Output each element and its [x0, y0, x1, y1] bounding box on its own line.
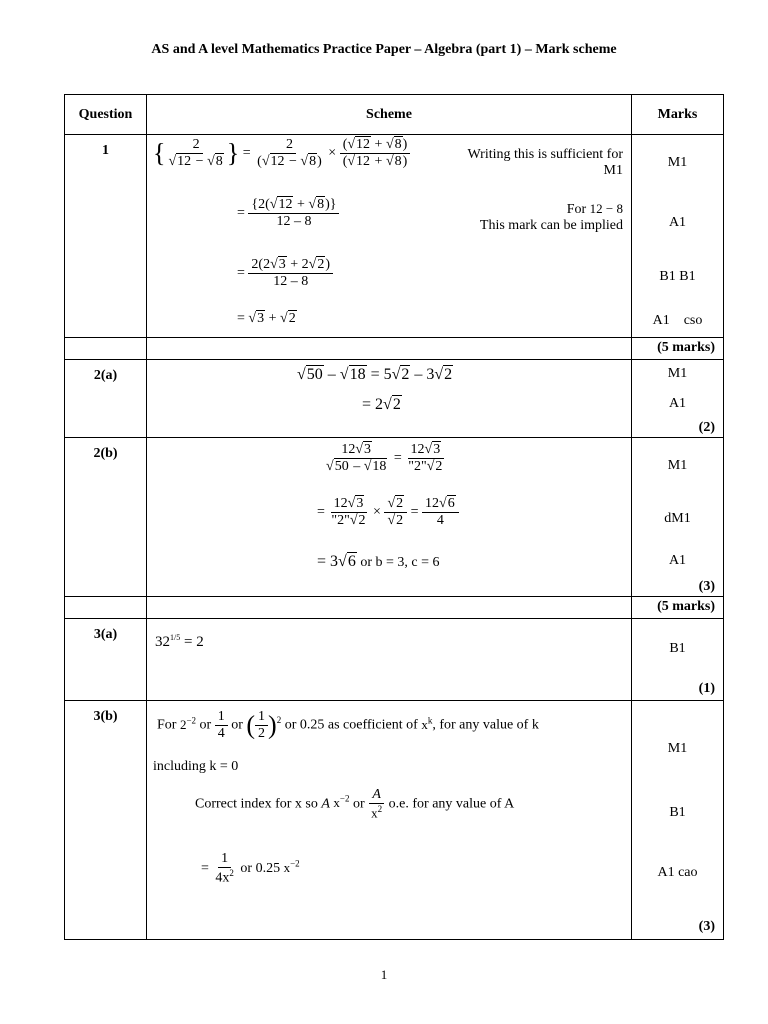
question-3a-label: 3(a) — [65, 619, 147, 701]
q3a-subtotal: (1) — [698, 681, 715, 696]
q2a-subtotal: (2) — [698, 420, 715, 435]
q1-mark-m1: M1 — [667, 155, 688, 170]
q3b-line2: Correct index for x so A $x^{-2}$ or $\frac{A}{x^2}$ o.e. for any value of A — [195, 787, 515, 821]
q1-note2: For 12 − 8 This mark can be implied — [479, 201, 623, 233]
question-2-total-row — [65, 597, 724, 619]
question-3a-row — [65, 619, 724, 701]
q1-mark-b1b1: B1 B1 — [659, 269, 696, 284]
page-number: 1 — [380, 967, 388, 982]
q2b-subtotal: (3) — [698, 579, 715, 594]
q3b-mark-m1: M1 — [667, 741, 688, 756]
question-2a-scheme — [147, 360, 632, 438]
q3a-step1: $32^{1/5} = 2$ — [155, 633, 204, 650]
q1-step3: = $\frac{2(2√3 + 2√2)}{12 - 8}$ — [237, 257, 333, 290]
question-1-marks — [632, 135, 724, 338]
question-2a-marks — [632, 360, 724, 438]
question-2b-marks — [632, 438, 724, 597]
q3a-mark-b1: B1 — [669, 641, 686, 656]
q3b-line1: For $2^{-2}$ or $\frac{1}{4}$ or ( $\frac{1}{2}$ )$^2$ or 0.25 as coefficient of $x^k$, for any value of k — [157, 709, 539, 741]
question-1-scheme — [147, 135, 632, 338]
q3b-line1-cont: including k = 0 — [153, 759, 239, 774]
question-3a-marks — [632, 619, 724, 701]
q3b-line3: = $\frac{1}{4x^2}$ or 0.25 $x^{-2}$ — [201, 851, 300, 886]
q2b-step1: $\frac{12√3}{√50 - √18}$ = $\frac{12√3}{"2"√2}$ — [326, 442, 443, 474]
question-3b-scheme — [147, 701, 632, 940]
q2a-mark-m1: M1 — [667, 366, 688, 381]
q2a-step1: √50 – √18 = 5√2 – 3√2 — [297, 366, 453, 383]
q2b-mark-dm1: dM1 — [664, 511, 691, 526]
question-1-label: 1 — [65, 135, 147, 338]
empty-cell — [65, 338, 147, 360]
question-2b-label: 2(b) — [65, 438, 147, 597]
q2b-mark-a1: A1 — [668, 553, 687, 568]
question-1-total: (5 marks) — [632, 338, 724, 360]
header-question: Question — [65, 95, 147, 135]
header-scheme: Scheme — [147, 95, 632, 135]
question-1-row — [65, 135, 724, 338]
question-2b-row — [65, 438, 724, 597]
header-row — [65, 95, 724, 135]
q1-mark-a1: A1 — [668, 215, 687, 230]
question-3a-scheme — [147, 619, 632, 701]
q1-step4: = √3 + √2 — [237, 311, 296, 326]
q3b-subtotal: (3) — [698, 919, 715, 934]
question-2a-row — [65, 360, 724, 438]
question-3b-marks — [632, 701, 724, 940]
q1-note1: Writing this is sufficient for M1 — [467, 147, 623, 178]
empty-cell — [147, 597, 632, 619]
question-3b-label: 3(b) — [65, 701, 147, 940]
q3b-mark-a1-cao: A1 cao — [657, 865, 698, 880]
q1-step2: = $\frac{\{2(√12 + √8)\}}{12 - 8}$ — [237, 197, 339, 230]
empty-cell — [147, 338, 632, 360]
empty-cell — [65, 597, 147, 619]
q2b-mark-m1: M1 — [667, 458, 688, 473]
mark-scheme-table — [64, 94, 724, 940]
document-title: AS and A level Mathematics Practice Paper – Algebra (part 1) – Mark scheme — [151, 42, 617, 57]
q2a-step2: = 2√2 — [362, 396, 401, 413]
q1-step1: { $\frac{2}{√12 - √8}$ } = $\frac{2}{(√12 - √8)}$ × $\frac{(√12 + √8)}{(√12 + √8)}$ — [153, 137, 410, 170]
q2b-step2: = $\frac{12√3}{"2"√2}$ × $\frac{√2}{√2}$ = $\frac{12√6}{4}$ — [317, 496, 459, 529]
q2a-mark-a1: A1 — [668, 396, 687, 411]
question-2a-label: 2(a) — [65, 360, 147, 438]
header-marks: Marks — [632, 95, 724, 135]
q2b-step3: = 3√6 or b = 3, c = 6 — [317, 553, 440, 570]
question-2-total: (5 marks) — [632, 597, 724, 619]
question-1-total-row — [65, 338, 724, 360]
question-2b-scheme — [147, 438, 632, 597]
q3b-mark-b1: B1 — [669, 805, 686, 820]
question-3b-row — [65, 701, 724, 940]
q1-mark-a1-cso: A1 cso — [652, 313, 703, 328]
